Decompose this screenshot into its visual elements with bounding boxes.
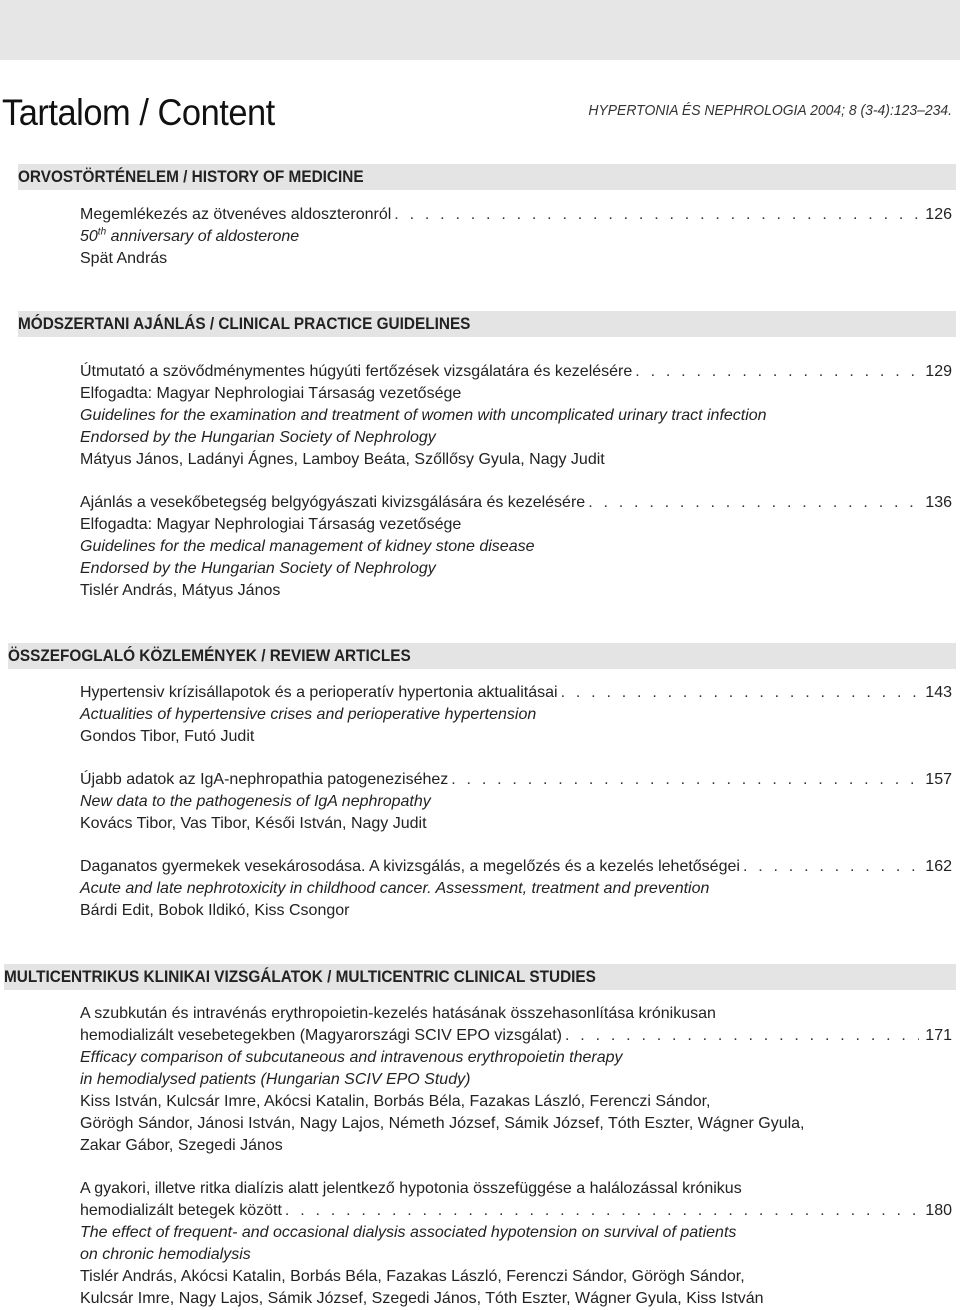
entry-title-line bbox=[80, 204, 952, 226]
entry-title: Hypertensiv krízisállapotok és a perioperatív hypertonia aktualitásai bbox=[80, 684, 558, 701]
section-heading-text: MÓDSZERTANI AJÁNLÁS / CLINICAL PRACTICE GUIDELINES bbox=[18, 314, 471, 333]
toc-entry[interactable] bbox=[80, 204, 952, 270]
page-number: 126 bbox=[925, 206, 952, 223]
toc-entry[interactable] bbox=[80, 856, 952, 922]
page-number: 129 bbox=[925, 363, 952, 380]
entry-title-continued: hemodializált vesebetegekben (Magyarországi SCIV EPO vizsgálat) bbox=[80, 1027, 563, 1044]
entry-title: Újabb adatok az IgA-nephropathia patogeneziséhez bbox=[80, 771, 449, 788]
entry-authors-continued: Görögh Sándor, Jánosi István, Nagy Lajos, Németh József, Sámik József, Tóth Eszter, Wágner Gyula, bbox=[80, 1115, 805, 1132]
section-heading-guidelines bbox=[18, 311, 956, 337]
section-heading-review bbox=[8, 643, 956, 669]
entry-english-title-continued: on chronic hemodialysis bbox=[80, 1246, 251, 1263]
toc-entry[interactable] bbox=[80, 361, 952, 471]
entry-english-title-continued: in hemodialysed patients (Hungarian SCIV EPO Study) bbox=[80, 1071, 471, 1088]
dot-leader bbox=[632, 361, 919, 383]
entry-english-title: Efficacy comparison of subcutaneous and intravenous erythropoietin therapy bbox=[80, 1049, 623, 1066]
section-heading-history bbox=[18, 164, 956, 190]
top-band bbox=[0, 0, 960, 60]
entry-title: Daganatos gyermekek vesekárosodása. A kivizsgálás, a megelőzés és a kezelés lehetőségei bbox=[80, 858, 740, 875]
entry-english-title: Actualities of hypertensive crises and perioperative hypertension bbox=[80, 706, 537, 723]
entry-endorsement-en: Endorsed by the Hungarian Society of Nephrology bbox=[80, 429, 436, 446]
toc-entry[interactable] bbox=[80, 769, 952, 835]
entry-authors-continued: Zakar Gábor, Szegedi János bbox=[80, 1137, 283, 1154]
entry-title-line bbox=[80, 856, 952, 878]
entry-title: Útmutató a szövődménymentes húgyúti fertőzések vizsgálatára és kezelésére bbox=[80, 363, 633, 380]
entry-endorsement-hu: Elfogadta: Magyar Nephrologiai Társaság vezetősége bbox=[80, 385, 462, 402]
entry-title-line bbox=[80, 492, 952, 514]
entry-english-title: Acute and late nephrotoxicity in childhood cancer. Assessment, treatment and prevention bbox=[80, 880, 710, 897]
page-header bbox=[0, 90, 960, 140]
entry-english-title: Guidelines for the medical management of kidney stone disease bbox=[80, 538, 535, 555]
entry-title: Ajánlás a vesekőbetegség belgyógyászati kivizsgálására és kezelésére bbox=[80, 494, 586, 511]
entry-title: Megemlékezés az ötvenéves aldoszteronról bbox=[80, 206, 392, 223]
entry-endorsement-hu: Elfogadta: Magyar Nephrologiai Társaság vezetősége bbox=[80, 516, 462, 533]
page-number: 136 bbox=[925, 494, 952, 511]
toc-entry[interactable] bbox=[80, 492, 952, 602]
toc-entry[interactable] bbox=[80, 1178, 952, 1310]
entry-authors: Tislér András, Mátyus János bbox=[80, 582, 281, 599]
page-title: Tartalom / Content bbox=[2, 92, 275, 133]
entry-title: A gyakori, illetve ritka dialízis alatt jelentkező hypotonia összefüggése a halálozással krónikus bbox=[80, 1180, 742, 1197]
entry-authors: Bárdi Edit, Bobok Ildikó, Kiss Csongor bbox=[80, 902, 350, 919]
entry-authors: Tislér András, Akócsi Katalin, Borbás Béla, Fazakas László, Ferenczi Sándor, Görögh Sándor, bbox=[80, 1268, 745, 1285]
toc-entry[interactable] bbox=[80, 1003, 952, 1157]
toc-entry[interactable] bbox=[80, 682, 952, 748]
entry-title-line bbox=[80, 1200, 952, 1222]
entry-english-title: Guidelines for the examination and treatment of women with uncomplicated urinary tract infection bbox=[80, 407, 767, 424]
entry-title-line bbox=[80, 1025, 952, 1047]
dot-leader bbox=[740, 856, 919, 878]
entry-english-title: New data to the pathogenesis of IgA nephropathy bbox=[80, 793, 431, 810]
dot-leader bbox=[585, 492, 919, 514]
entry-english-title: The effect of frequent- and occasional dialysis associated hypotension on survival of patients bbox=[80, 1224, 737, 1241]
dot-leader bbox=[448, 769, 919, 791]
entry-authors: Gondos Tibor, Futó Judit bbox=[80, 728, 255, 745]
entry-title-continued: hemodializált betegek között bbox=[80, 1202, 282, 1219]
english-title-superscript: th bbox=[97, 226, 107, 238]
section-heading-text: ORVOSTÖRTÉNELEM / HISTORY OF MEDICINE bbox=[18, 167, 364, 186]
english-title-number: 50 bbox=[80, 228, 98, 245]
entry-title-line bbox=[80, 769, 952, 791]
entry-english-title bbox=[80, 226, 952, 248]
entry-authors: Mátyus János, Ladányi Ágnes, Lamboy Beáta, Szőllősy Gyula, Nagy Judit bbox=[80, 451, 605, 468]
entry-endorsement-en: Endorsed by the Hungarian Society of Nephrology bbox=[80, 560, 436, 577]
section-heading-multicentric bbox=[4, 964, 956, 990]
entry-authors-continued: Kulcsár Imre, Nagy Lajos, Sámik József, Szegedi János, Tóth Eszter, Wágner Gyula, Kiss István bbox=[80, 1290, 764, 1307]
section-heading-text: ÖSSZEFOGLALÓ KÖZLEMÉNYEK / REVIEW ARTICLES bbox=[8, 646, 411, 665]
dot-leader bbox=[558, 682, 920, 704]
dot-leader bbox=[562, 1025, 919, 1047]
dot-leader bbox=[282, 1200, 919, 1222]
page-number: 180 bbox=[925, 1202, 952, 1219]
journal-citation: HYPERTONIA ÉS NEPHROLOGIA 2004; 8 (3-4):123–234. bbox=[588, 102, 952, 119]
page-number: 157 bbox=[925, 771, 952, 788]
entry-authors: Kiss István, Kulcsár Imre, Akócsi Katalin, Borbás Béla, Fazakas László, Ferenczi Sándor, bbox=[80, 1093, 711, 1110]
entry-title-line bbox=[80, 361, 952, 383]
entry-title-line bbox=[80, 682, 952, 704]
page-number: 171 bbox=[925, 1027, 952, 1044]
entry-authors: Kovács Tibor, Vas Tibor, Késői István, Nagy Judit bbox=[80, 815, 427, 832]
entry-authors: Spät András bbox=[80, 250, 168, 267]
page-number: 162 bbox=[925, 858, 952, 875]
page-number: 143 bbox=[925, 684, 952, 701]
english-title-rest: anniversary of aldosterone bbox=[106, 228, 300, 245]
dot-leader bbox=[391, 204, 919, 226]
section-heading-text: MULTICENTRIKUS KLINIKAI VIZSGÁLATOK / MULTICENTRIC CLINICAL STUDIES bbox=[4, 967, 596, 986]
entry-title: A szubkután és intravénás erythropoietin-kezelés hatásának összehasonlítása krónikusan bbox=[80, 1005, 716, 1022]
